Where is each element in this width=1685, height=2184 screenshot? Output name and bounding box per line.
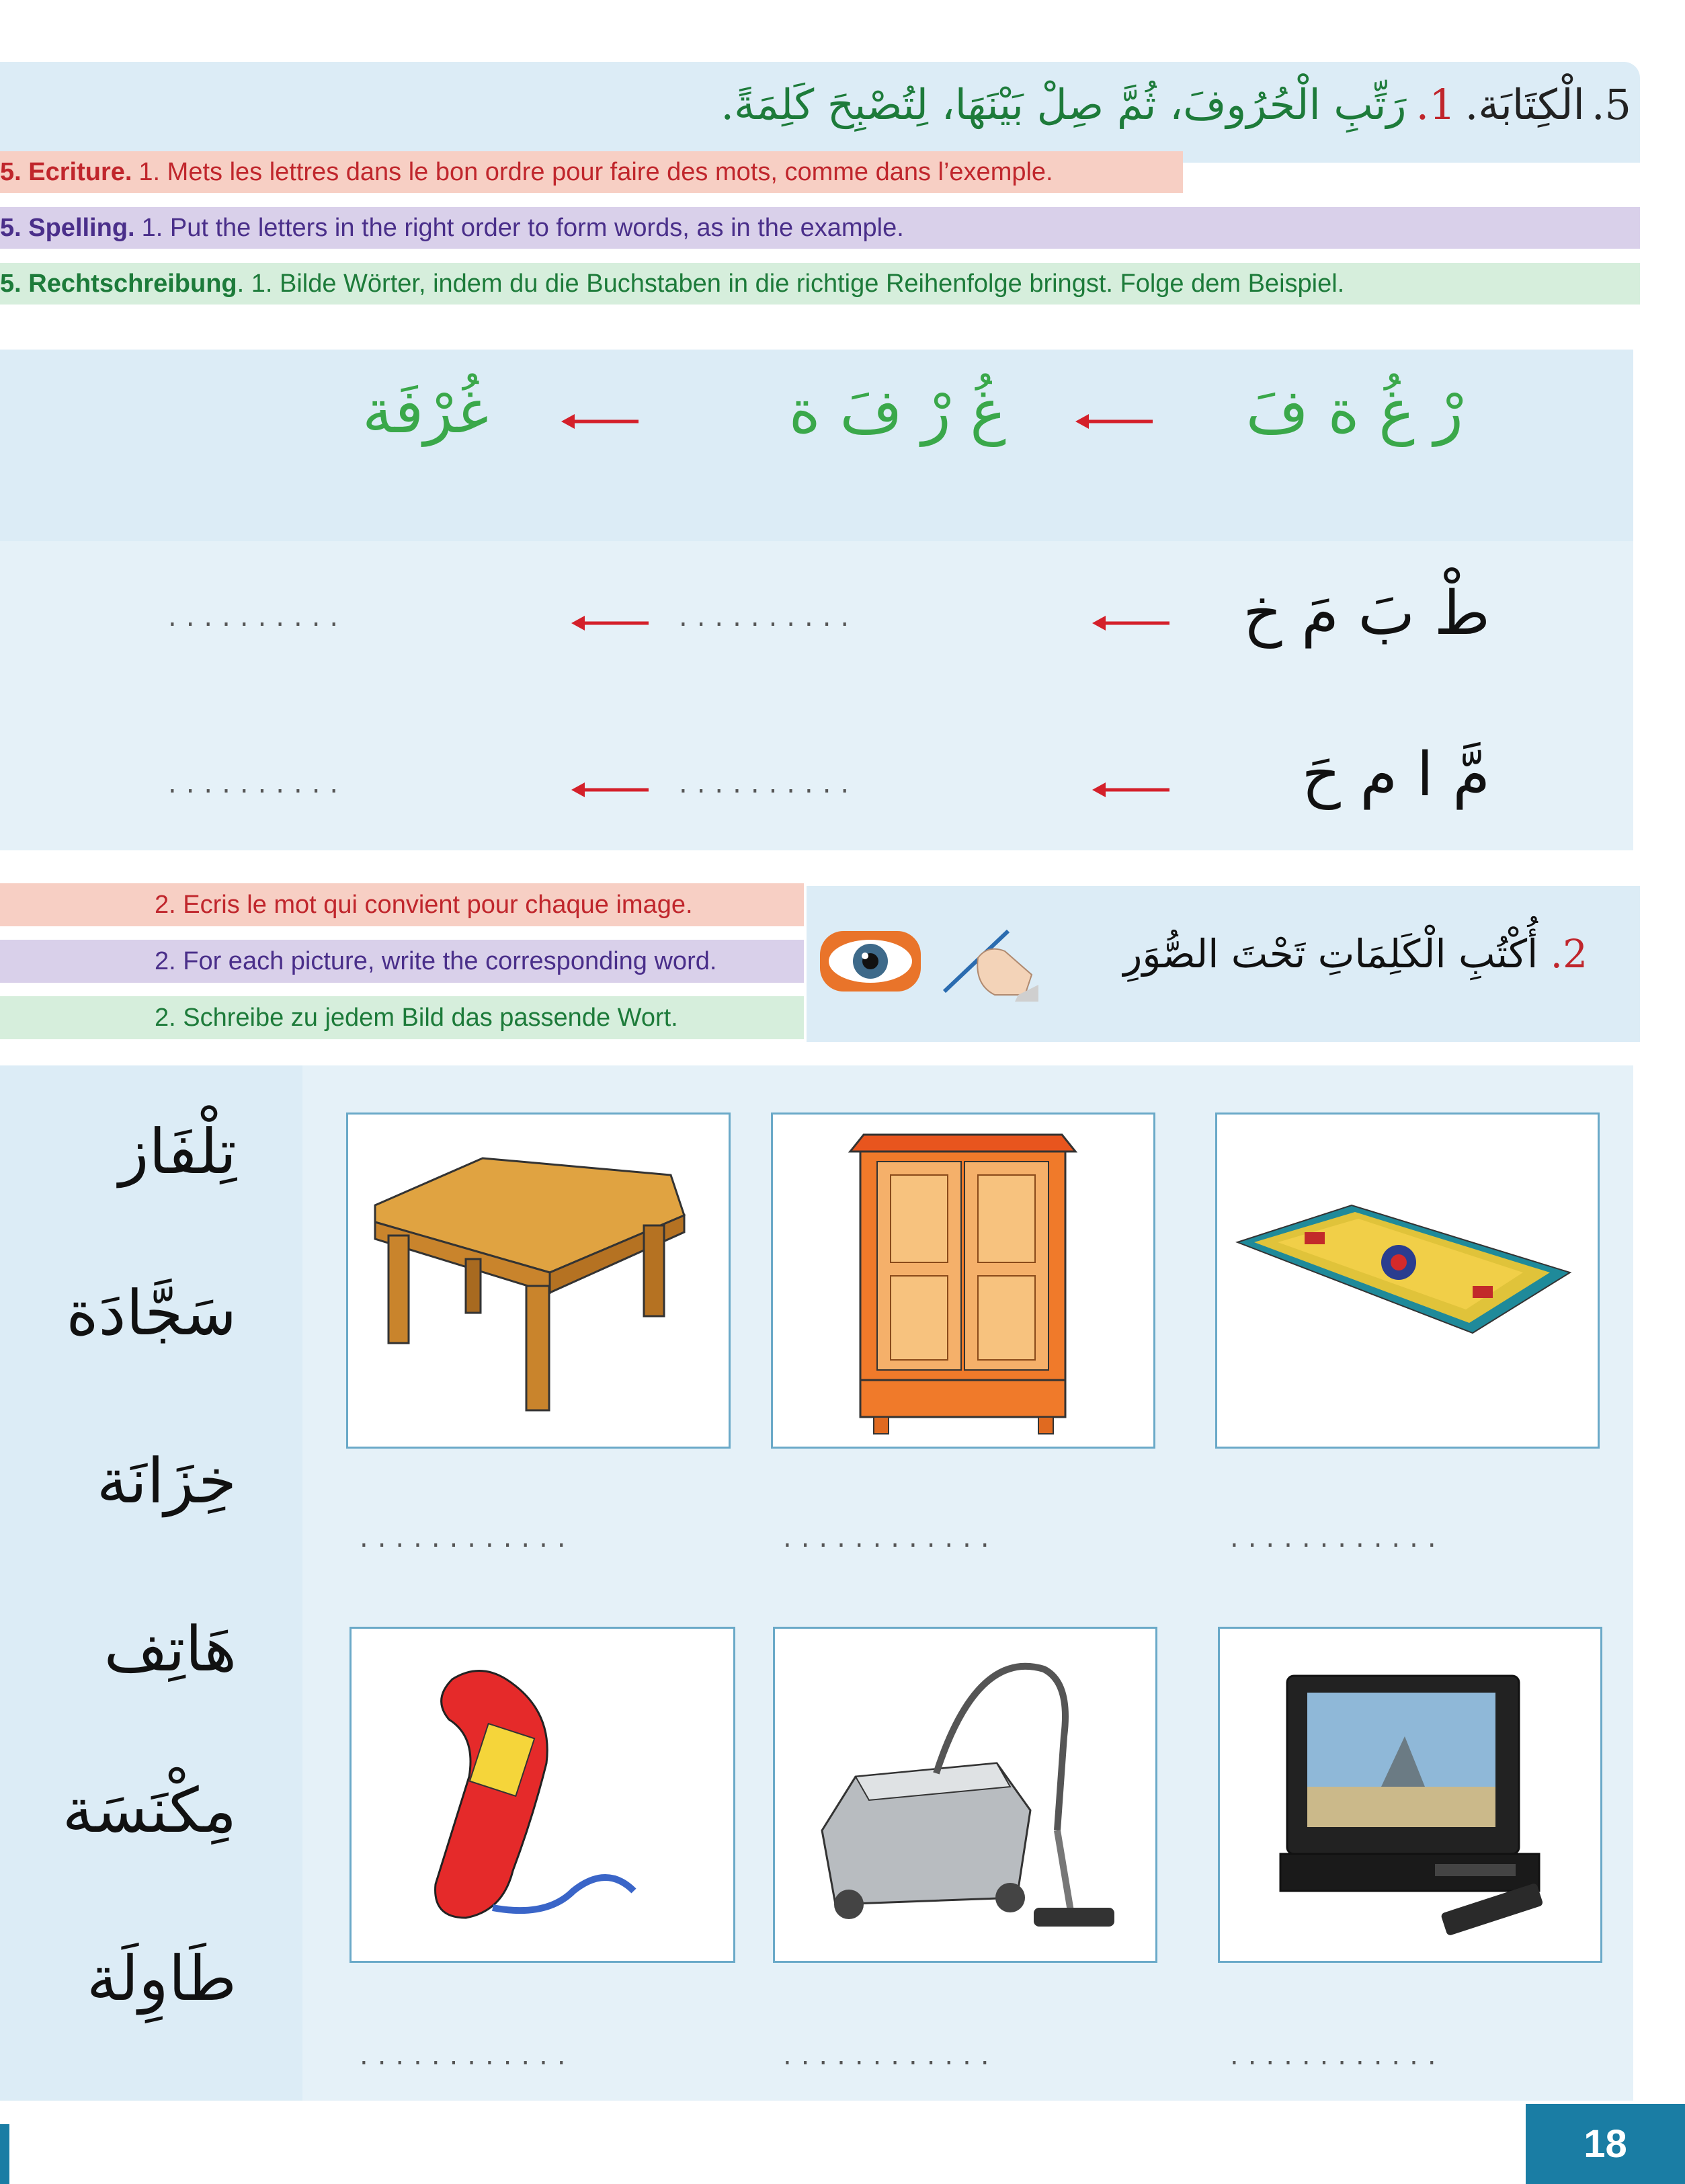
example-letters: رْ غُ ة فَ [1245, 376, 1463, 447]
arabic-step-number: 1. [1415, 79, 1456, 129]
arabic-step-number-2: 2. [1550, 931, 1588, 977]
instruction-2-de [0, 996, 804, 1039]
instruction-de [0, 263, 1640, 305]
television-icon [1220, 1629, 1600, 1961]
page-number: 18 [1526, 2104, 1685, 2184]
instruction-2-fr-text: 2. Ecris le mot qui convient pour chaque image. [155, 890, 693, 919]
instruction-en [0, 207, 1640, 249]
answer-line[interactable]: .......... [679, 602, 859, 633]
instruction-2-de-text: 2. Schreibe zu jedem Bild das passende Wort. [155, 1003, 678, 1032]
word-bank-item: تِلْفَاز [118, 1116, 237, 1188]
telephone-icon [352, 1629, 733, 1961]
word-bank-item: هَاتِف [104, 1613, 237, 1685]
vacuum-icon [775, 1629, 1155, 1961]
word-bank-item: خِزَانَة [96, 1445, 237, 1517]
table-icon [348, 1115, 729, 1447]
picture-card-telephone [350, 1627, 735, 1963]
example-ordered: غُ رْ فَ ة [788, 376, 1006, 447]
instruction-en-text: 1. Put the letters in the right order to form words, as in the example. [141, 213, 904, 242]
instruction-fr [0, 151, 1183, 193]
instruction-fr-text: 1. Mets les lettres dans le bon ordre pour faire des mots, comme dans l’exemple. [138, 157, 1053, 186]
picture-card-television [1218, 1627, 1602, 1963]
wardrobe-icon [773, 1115, 1153, 1447]
word-bank-item: مِكْنَسَة [62, 1775, 237, 1847]
arrow-left-icon [1092, 780, 1173, 800]
picture-card-rug [1215, 1113, 1600, 1449]
answer-line[interactable]: .......... [168, 768, 348, 799]
answer-line[interactable]: ............ [360, 1523, 575, 1553]
instruction-de-bold: 5. Rechtschreibung [0, 269, 237, 298]
arabic-section-name: الْكِتَابَة. [1465, 79, 1585, 129]
arabic-instruction: رَتِّبِ الْحُرُوفَ، ثُمَّ صِلْ بَيْنَهَا، لِتُصْبِحَ كَلِمَةً. [721, 79, 1407, 129]
picture-card-vacuum [773, 1627, 1157, 1963]
scrambled-letters-3: مَّ ا م حَ [1301, 739, 1490, 810]
instruction-2-fr [0, 883, 804, 926]
arrow-left-icon [571, 613, 652, 633]
instruction-2-en-text: 2. For each picture, write the corresponding word. [155, 946, 717, 975]
instruction-en-bold: 5. Spelling. [0, 213, 135, 242]
instruction-de-text: . 1. Bilde Wörter, indem du die Buchstaben in die richtige Reihenfolge bringst. Folge dem Beispiel. [237, 269, 1345, 298]
eye-icon [817, 924, 924, 998]
writing-hand-icon [938, 921, 1038, 1002]
arrow-left-icon [561, 411, 642, 432]
instruction-fr-bold: 5. Ecriture. [0, 157, 132, 186]
scrambled-letters-2: طْ بَ مَ خ [1243, 578, 1490, 649]
answer-line[interactable]: ............ [1230, 2040, 1446, 2071]
arrow-left-icon [571, 780, 652, 800]
instruction-2-en [0, 940, 804, 983]
answer-line[interactable]: .......... [168, 602, 348, 633]
picture-card-table [346, 1113, 731, 1449]
page-edge-marker [0, 2124, 9, 2184]
rug-icon [1217, 1115, 1598, 1447]
answer-line[interactable]: .......... [679, 768, 859, 799]
picture-card-wardrobe [771, 1113, 1155, 1449]
answer-line[interactable]: ............ [360, 2040, 575, 2071]
word-bank-item: طَاوِلَة [86, 1943, 237, 2015]
answer-line[interactable]: ............ [783, 2040, 999, 2071]
arrow-left-icon [1075, 411, 1156, 432]
word-bank-item: سَجَّادَة [66, 1277, 237, 1349]
arrow-left-icon [1092, 613, 1173, 633]
answer-line[interactable]: ............ [1230, 1523, 1446, 1553]
arabic-section-number: 5. [1591, 79, 1631, 129]
arabic-instruction-2-text: أُكْتُبِ الْكَلِمَاتِ تَحْتَ الصُّوَرِ [1123, 931, 1538, 977]
arabic-instruction-2 [1123, 931, 1588, 977]
example-answer: غُرْفَة [362, 376, 489, 447]
answer-line[interactable]: ............ [783, 1523, 999, 1553]
arabic-title [721, 67, 1631, 141]
